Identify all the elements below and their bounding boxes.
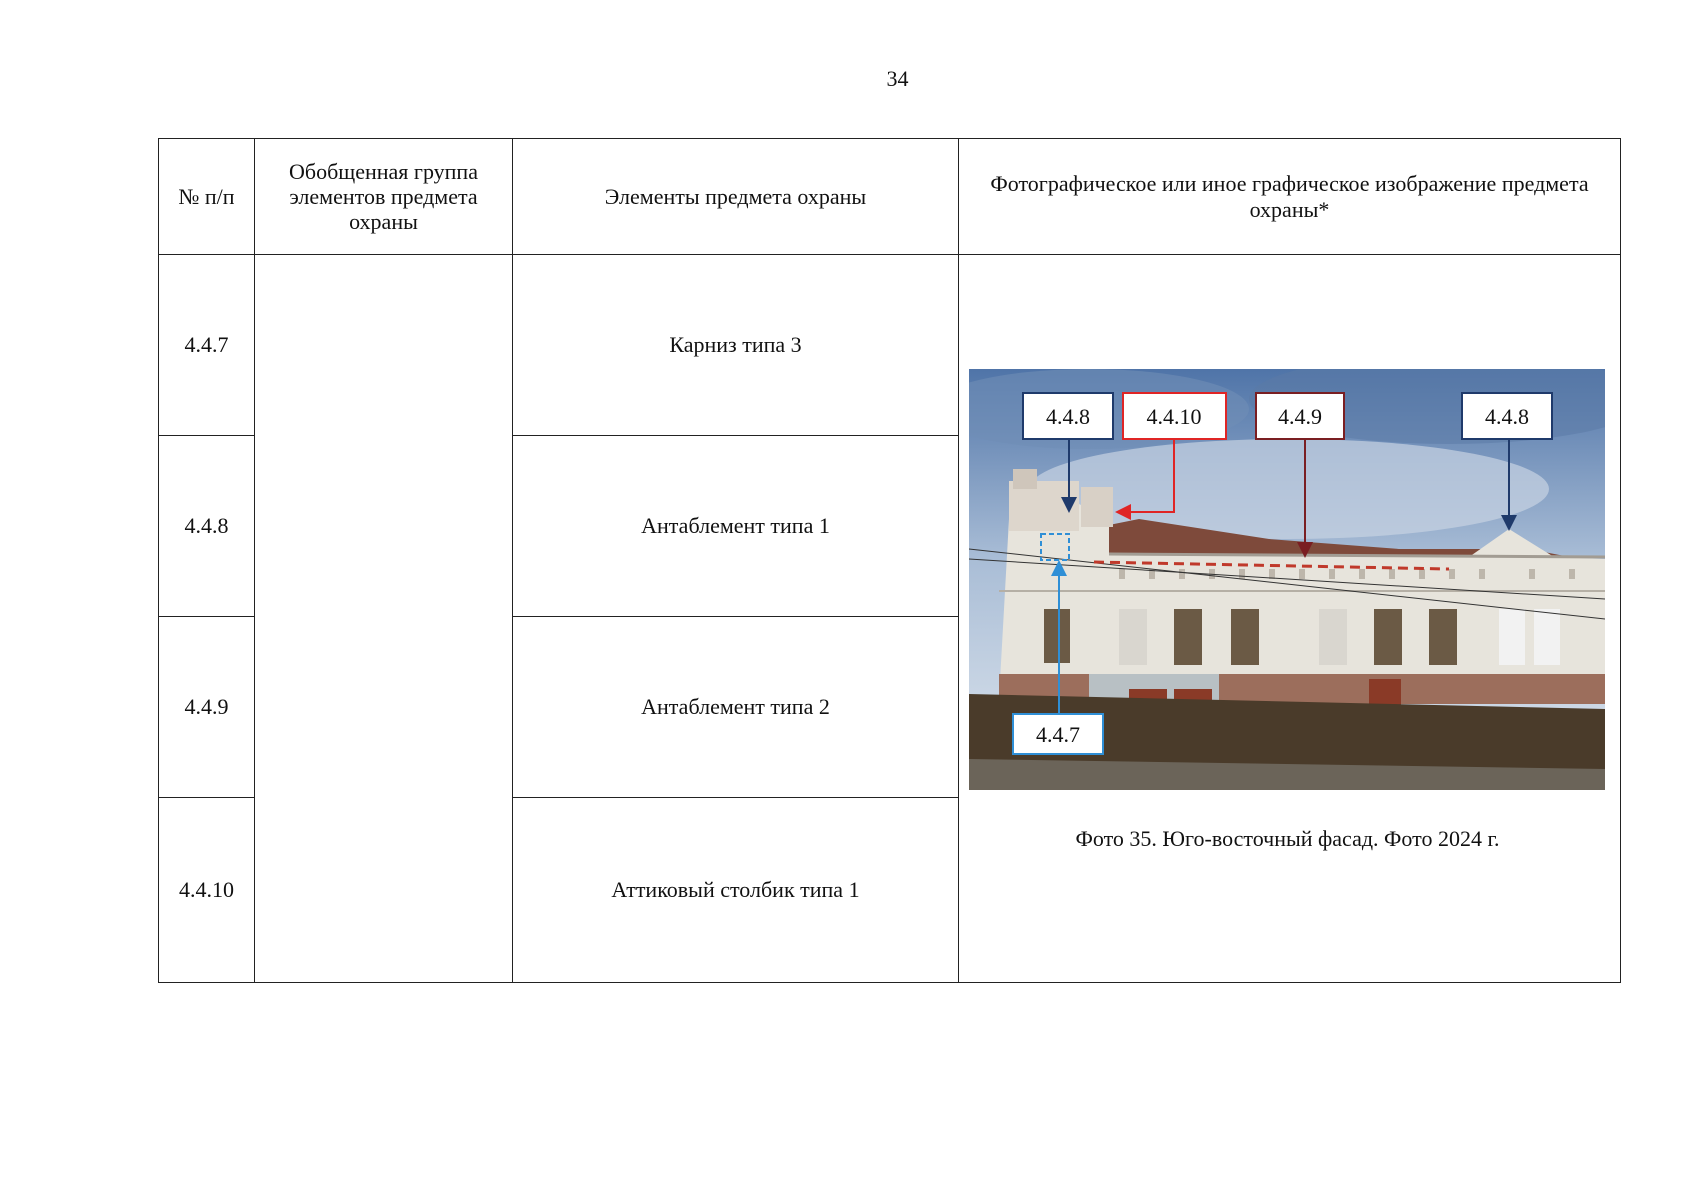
svg-text:4.4.7: 4.4.7 bbox=[1036, 722, 1080, 747]
callout-4-4-9 bbox=[1256, 393, 1344, 439]
photo-cell bbox=[959, 255, 1621, 983]
page-number: 34 bbox=[886, 66, 909, 91]
row-element: Аттиковый столбик типа 1 bbox=[513, 798, 959, 983]
callout-4-4-8-left bbox=[1023, 393, 1113, 439]
row-element: Антаблемент типа 2 bbox=[513, 617, 959, 798]
svg-text:4.4.8: 4.4.8 bbox=[1046, 404, 1090, 429]
row-num: 4.4.9 bbox=[159, 617, 255, 798]
row-num: 4.4.7 bbox=[159, 255, 255, 436]
callout-4-4-8-right bbox=[1462, 393, 1552, 439]
header-row bbox=[159, 139, 1621, 255]
row-element: Антаблемент типа 1 bbox=[513, 436, 959, 617]
svg-text:4.4.10: 4.4.10 bbox=[1146, 404, 1202, 429]
header-image: Фотографическое или иное графическое изображение предмета охраны* bbox=[959, 139, 1621, 255]
header-elements: Элементы предмета охраны bbox=[513, 139, 959, 255]
group-cell bbox=[255, 255, 513, 983]
photo-caption: Фото 35. Юго-восточный фасад. Фото 2024 г. bbox=[1075, 826, 1500, 851]
header-num: № п/п bbox=[159, 139, 255, 255]
callout-4-4-7 bbox=[1013, 714, 1103, 754]
svg-text:4.4.8: 4.4.8 bbox=[1485, 404, 1529, 429]
facade-photo bbox=[969, 369, 1605, 790]
svg-text:4.4.9: 4.4.9 bbox=[1278, 404, 1322, 429]
protection-table bbox=[158, 138, 1621, 983]
row-element: Карниз типа 3 bbox=[513, 255, 959, 436]
header-group: Обобщенная группа элементов предмета охраны bbox=[255, 139, 513, 255]
table-row bbox=[159, 255, 1621, 436]
row-num: 4.4.8 bbox=[159, 436, 255, 617]
callout-4-4-10 bbox=[1123, 393, 1226, 439]
row-num: 4.4.10 bbox=[159, 798, 255, 983]
